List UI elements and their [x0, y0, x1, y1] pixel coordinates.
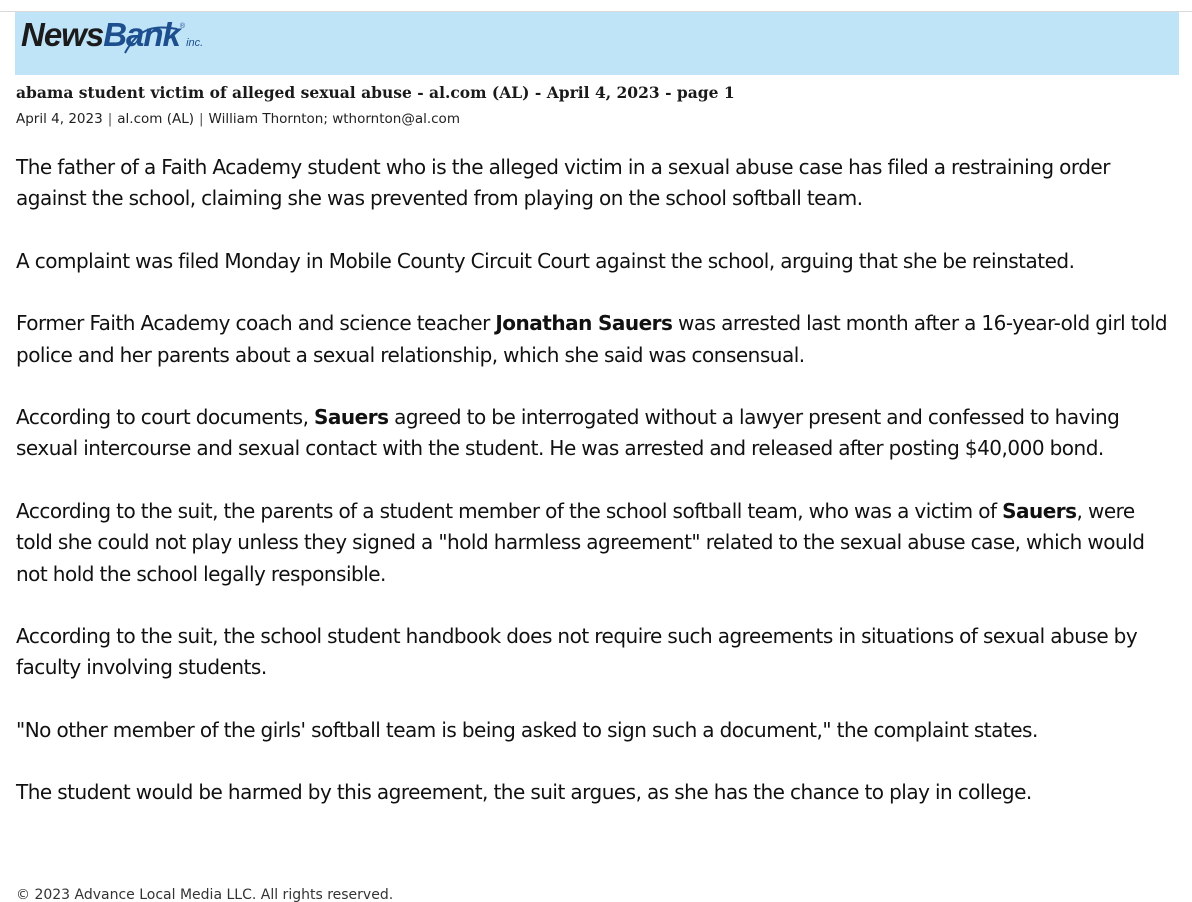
copyright-notice: © 2023 Advance Local Media LLC. All rights reserved. [16, 887, 394, 902]
paragraph-5-text-b: , were told she could not play unless they signed a "hold harmless agreement" related to the sexual abuse case, which would not hold the school legally responsible. [16, 498, 1145, 586]
person-name-highlight: Sauers [314, 405, 389, 430]
header-banner [15, 12, 1179, 75]
paragraph-1: The father of a Faith Academy student who is the alleged victim in a sexual abuse case has filed a restraining order against the school, claiming she was prevented from playing on the school softball team. [16, 155, 1110, 211]
paragraph-8: The student would be harmed by this agreement, the suit argues, as she has the chance to play in college. [16, 780, 1032, 805]
logo-bank-text: Bank [103, 16, 180, 53]
logo-inc-text: inc. [186, 37, 204, 49]
logo-registered-mark: ® [179, 23, 186, 30]
article-date: April 4, 2023 [16, 111, 103, 127]
paragraph-5 [16, 496, 1176, 590]
person-name-highlight: Sauers [1002, 498, 1077, 523]
logo-swoosh-icon [121, 23, 181, 57]
logo-news-text: News [21, 16, 104, 53]
article-meta [16, 110, 460, 128]
paragraph-3-text-a: Former Faith Academy coach and science teacher [16, 311, 496, 336]
article-byline: William Thornton; wthornton@al.com [208, 111, 460, 127]
paragraph-2: A complaint was filed Monday in Mobile County Circuit Court against the school, arguing that she be reinstated. [16, 248, 1075, 273]
paragraph-7: "No other member of the girls' softball team is being asked to sign such a document," the complaint states. [16, 717, 1038, 742]
meta-separator: | [107, 111, 113, 127]
paragraph-3 [16, 308, 1176, 371]
paragraph-4-text-a: According to court documents, [16, 405, 315, 430]
article-source: al.com (AL) [117, 111, 194, 127]
newsbank-logo[interactable] [21, 15, 203, 55]
meta-separator: | [198, 111, 204, 127]
article-body [16, 152, 1176, 840]
paragraph-3-text-b: was arrested last month after a 16-year-old girl told police and her parents about a sexual relationship, which she said was consensual. [16, 311, 1168, 367]
article-headline: abama student victim of alleged sexual abuse - al.com (AL) - April 4, 2023 - page 1 [16, 83, 735, 102]
paragraph-4 [16, 402, 1176, 465]
paragraph-6: According to the suit, the school student handbook does not require such agreements in situations of sexual abuse by faculty involving students. [16, 624, 1138, 680]
person-name-highlight: Jonathan Sauers [495, 311, 673, 336]
paragraph-5-text-a: According to the suit, the parents of a student member of the school softball team, who was a victim of [16, 498, 1003, 523]
paragraph-4-text-b: agreed to be interrogated without a lawyer present and confessed to having sexual intercourse and sexual contact with the student. He was arrested and released after posting $40,000 bond. [16, 405, 1120, 461]
